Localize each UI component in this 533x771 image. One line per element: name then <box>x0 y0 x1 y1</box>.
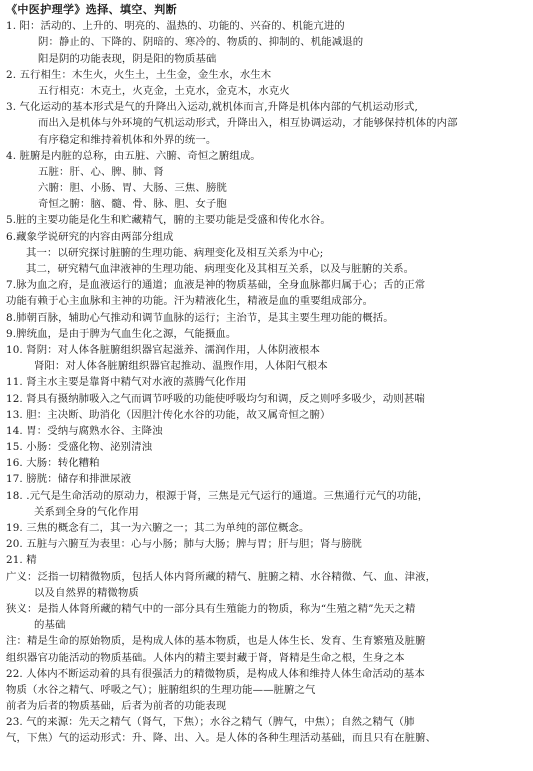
text-line: 前者为后者的物质基础，后者为前者的功能表现 <box>6 700 227 713</box>
text-line: 以及自然界的精微物质 <box>34 586 139 599</box>
text-line: 17. 膀胱：储存和排泄尿液 <box>6 473 132 486</box>
text-line: 23. 气的来源：先天之精气（肾气，下焦）；水谷之精气（脾气，中焦）；自然之精气（肺 <box>6 716 415 729</box>
text-line: 9.脾统血，是由于脾为气血生化之源，气能摄血。 <box>6 327 237 340</box>
text-line: 广义：泛指一切精微物质，包括人体内肾所藏的精气、脏腑之精、水谷精微、气、血、津液， <box>6 570 437 583</box>
text-line: 8.肺朝百脉，辅助心气推动和调节血脉的运行；主治节，是其主要生理功能的概括。 <box>6 311 394 324</box>
text-line: 肾阳：对人体各脏腑组织器官起推动、温煦作用，人体阳气根本 <box>34 360 328 373</box>
text-line: 7.脉为血之府，是血液运行的通道；血液是神的物质基础，全身血脉都归属于心；舌的正常 <box>6 279 426 292</box>
text-line: 16. 大肠：转化糟粕 <box>6 457 100 470</box>
text-line: 阳是阴的功能表现，阴是阳的物质基础 <box>38 52 217 65</box>
text-line: 11. 肾主水主要是靠肾中精气对水液的蒸腾气化作用 <box>6 376 247 389</box>
text-line: 4. 脏腑是内脏的总称，由五脏、六腑、奇恒之腑组成。 <box>6 149 261 162</box>
text-line: 关系到全身的气化作用 <box>34 505 139 518</box>
text-line: 10. 肾阴：对人体各脏腑组织器官起滋养、濡润作用，人体阴液根本 <box>6 343 320 356</box>
text-line: 2. 五行相生：木生火，火生土，土生金，金生水，水生木 <box>6 68 272 81</box>
text-line: 其二，研究精气血津液神的生理功能、病理变化及其相互关系，以及与脏腑的关系。 <box>26 263 415 275</box>
text-line: 6.藏象学说研究的内容由两部分组成 <box>6 230 174 243</box>
text-line: 组织器官功能活动的物质基础。人体内的精主要封藏于肾，肾精是生命之根，生身之本 <box>6 651 405 664</box>
text-line: 19. 三焦的概念有二，其一为六腑之一；其二为单纯的部位概念。 <box>6 522 310 534</box>
text-line: 阴：静止的、下降的、阴暗的、寒冷的、物质的、抑制的、机能减退的 <box>38 36 364 49</box>
text-line: 3. 气化运动的基本形式是气的升降出入运动,就机体而言,升降是机体内部的气机运动形式, <box>6 101 418 114</box>
text-line: 五脏：肝、心、脾、肺、肾 <box>38 165 164 178</box>
text-line: 五行相克：木克土，火克金，土克水，金克木，水克火 <box>38 84 290 97</box>
text-line: 20. 五脏与六腑互为表里：心与小肠；肺与大肠；脾与胃；肝与胆；肾与膀胱 <box>6 538 362 551</box>
text-line: 5.脏的主要功能是化生和贮藏精气，腑的主要功能是受盛和传化水谷。 <box>6 214 331 227</box>
text-line: 奇恒之腑：脑、髓、骨、脉、胆、女子胞 <box>38 198 227 211</box>
text-line: 功能有赖于心主血脉和主神的功能。汗为精液化生，精液是血的重要组成部分。 <box>6 295 374 308</box>
document-title: 《中医护理学》选择、填空、判断 <box>6 3 177 16</box>
text-line: 其一：以研究探讨脏腑的生理功能、病理变化及相互关系为中心; <box>26 246 324 259</box>
text-line: 13. 胆：主决断、助消化（因胆汁传化水谷的功能，故又属奇恒之腑） <box>6 408 331 421</box>
text-line: 狭义：是指人体肾所藏的精气中的一部分具有生殖能力的物质，称为“生殖之精”先天之精 <box>6 602 416 615</box>
text-line: 物质（水谷之精气、呼吸之气）；脏腑组织的生理功能——脏腑之气 <box>6 683 316 696</box>
text-line: 的基础 <box>34 619 66 632</box>
text-line: 18. .元气是生命活动的原动力，根源于肾，三焦是元气运行的通道。三焦通行元气的功能， <box>6 489 429 502</box>
text-line: 而出入是机体与外环境的气机运动形式，升降出入，相互协调运动，才能够保持机体的内部 <box>38 117 458 130</box>
text-line: 气，下焦）气的运动形式：升、降、出、入。是人体的各种生理活动基础，而且只有在脏腑、 <box>6 732 437 745</box>
text-line: 有序稳定和维持着机体和外界的统一。 <box>38 133 217 146</box>
text-line: 15. 小肠：受盛化物、泌别清浊 <box>6 441 153 454</box>
text-line: 六腑：胆、小肠、胃、大肠、三焦、膀胱 <box>38 182 227 195</box>
text-line: 1. 阳：活动的、上升的、明亮的、温热的、功能的、兴奋的、机能亢进的 <box>6 20 345 33</box>
text-line: 注：精是生命的原始物质，是构成人体的基本物质，也是人体生长、发育、生育繁殖及脏腑 <box>6 635 426 648</box>
text-line: 12. 肾具有摄纳肺吸入之气而调节呼吸的功能使呼吸均匀和调，反之则呼多吸少，动则甚喘 <box>6 392 425 405</box>
text-line: 22. 人体内不断运动着的具有很强活力的精微物质，是构成人体和维持人体生命活动的基本 <box>6 667 425 680</box>
text-line: 21. 精 <box>6 554 37 567</box>
text-line: 14. 胃：受纳与腐熟水谷、主降浊 <box>6 424 163 437</box>
